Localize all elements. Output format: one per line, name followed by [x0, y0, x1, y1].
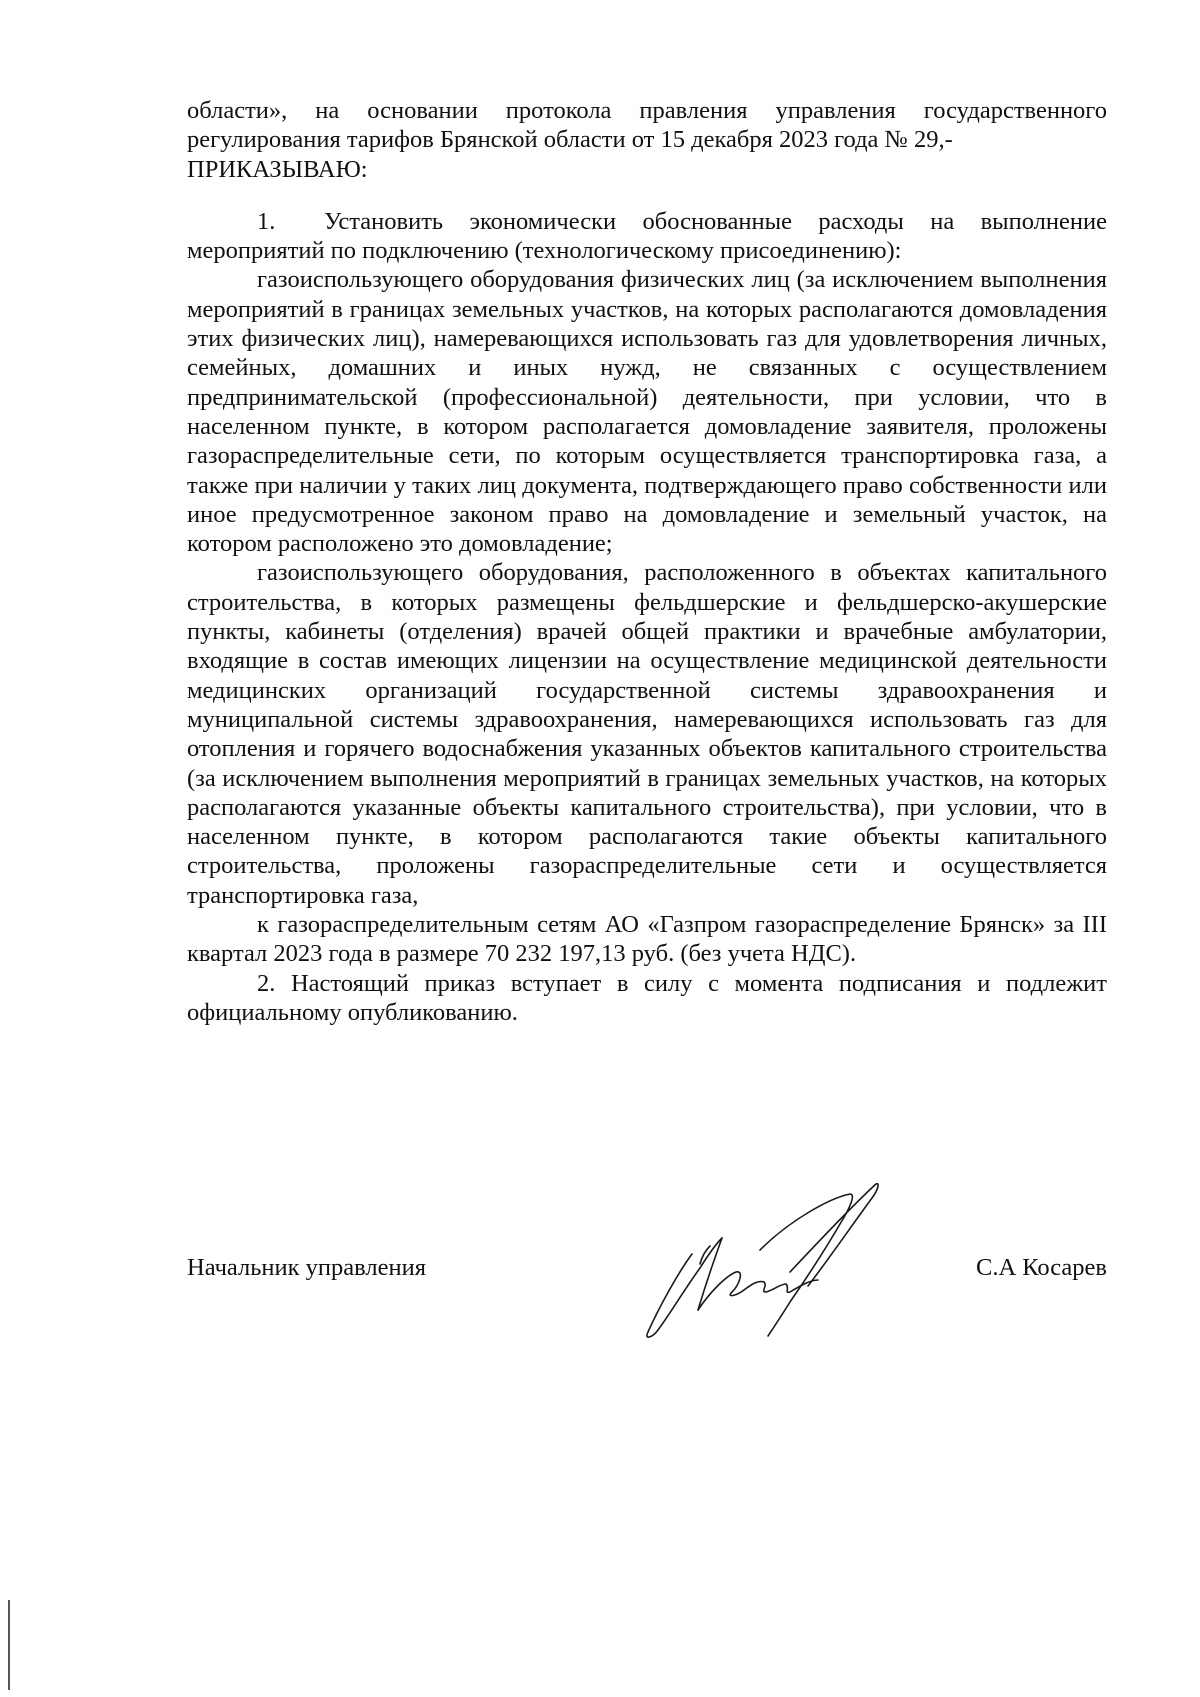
item-2-paragraph: 2. Настоящий приказ вступает в силу с момента подписания и подлежит официальному опубликованию. [187, 969, 1107, 1026]
item-1-number: 1. [257, 207, 276, 235]
physical-persons-paragraph: газоиспользующего оборудования физических лиц (за исключением выполнения мероприятий в границах земельных участков, на которых располагаются домовладения этих физических лиц), намеревающихся использовать газ для удовлетворения личных, семейных, домашних и иных нужд, не связанных с осуществлением предпринимательской (профессиональной) деятельности, при условии, что в населенном пункте, в котором располагается домовладение заявителя, проложены газораспределительные сети, по которым осуществляется транспортировка газа, а также при наличии у таких лиц документа, подтверждающего право собственности или иное предусмотренное законом право на домовладение и земельный участок, на котором расположено это домовладение; [187, 266, 1107, 558]
signatory-position: Начальник управления [187, 1254, 426, 1281]
networks-paragraph: к газораспределительным сетям АО «Газпром газораспределение Брянск» за III квартал 2023 года в размере 70 232 197,13 руб. (без учета НДС). [187, 911, 1107, 968]
margin-scan-mark [8, 1600, 10, 1690]
item-1-paragraph [187, 207, 1107, 266]
signatory-name: С.А Косарев [975, 1254, 1107, 1281]
lead-paragraph: области», на основании протокола правления управления государственного регулирования тарифов Брянской области от 15 декабря 2023 года № 29,- [187, 97, 1107, 154]
handwritten-signature-icon [640, 1180, 900, 1340]
medical-facilities-paragraph: газоиспользующего оборудования, расположенного в объектах капитального строительства, в которых размещены фельдшерские и фельдшерско-акушерские пункты, кабинеты (отделения) врачей общей практики и врачебные амбулатории, входящие в состав имеющих лицензии на осуществление медицинской деятельности медицинских организаций государственной системы здравоохранения и муниципальной системы здравоохранения, намеревающихся использовать газ для отопления и горячего водоснабжения указанных объектов капитального строительства (за исключением выполнения мероприятий в границах земельных участков, на которых располагаются указанные объекты капитального строительства), при условии, что в населенном пункте, в котором располагаются такие объекты капитального строительства, проложены газораспределительные сети и осуществляется транспортировка газа, [187, 559, 1107, 909]
document-body [187, 96, 1107, 1027]
item-1-text: Установить экономически обоснованные расходы на выполнение мероприятий по подключению (технологическому присоединению): [187, 207, 1107, 265]
order-heading: ПРИКАЗЫВАЮ: [187, 155, 368, 183]
